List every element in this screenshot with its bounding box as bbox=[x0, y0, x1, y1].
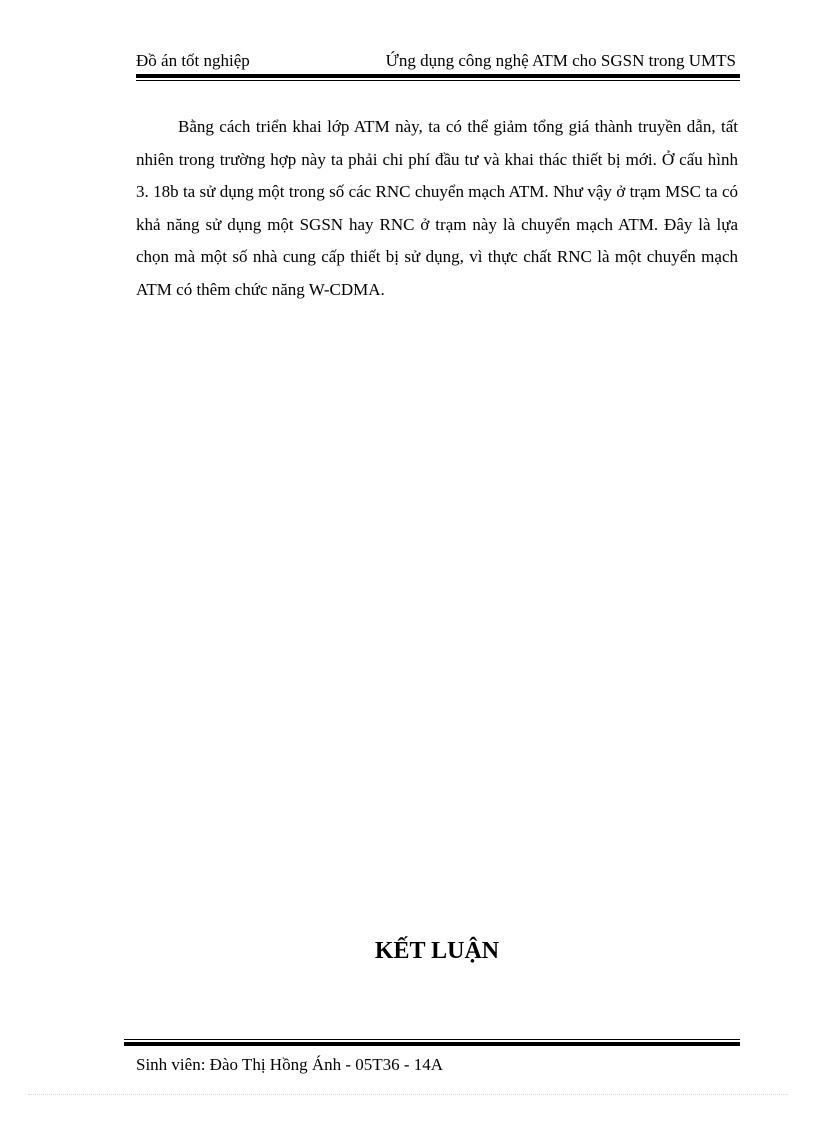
header-rule-thick bbox=[136, 74, 740, 78]
header-document-title: Ứng dụng công nghệ ATM cho SGSN trong UMTS bbox=[385, 51, 736, 70]
section-heading-conclusion: KẾT LUẬN bbox=[374, 938, 500, 964]
footer-rule-thick bbox=[124, 1042, 740, 1046]
header-rule-thin bbox=[136, 80, 740, 81]
page-edge-divider bbox=[28, 1094, 788, 1095]
page-footer: Sinh viên: Đào Thị Hồng Ánh - 05T36 - 14A bbox=[136, 1055, 444, 1074]
footer-rule-thin bbox=[124, 1039, 740, 1040]
page-header bbox=[136, 50, 738, 72]
body-paragraph: Bằng cách triển khai lớp ATM này, ta có thể giảm tổng giá thành truyền dẫn, tất nhiên trong trường hợp này ta phải chi phí đầu tư và khai thác thiết bị mới. Ở cấu hình 3. 18b ta sử dụng một trong số các RNC chuyển mạch ATM. Như vậy ở trạm MSC ta có khả năng sử dụng một SGSN hay RNC ở trạm này là chuyển mạch ATM. Đây là lựa chọn mà một số nhà cung cấp thiết bị sử dụng, vì thực chất RNC là một chuyển mạch ATM có thêm chức năng W-CDMA. bbox=[136, 117, 738, 299]
header-document-type: Đồ án tốt nghiệp bbox=[136, 51, 250, 70]
